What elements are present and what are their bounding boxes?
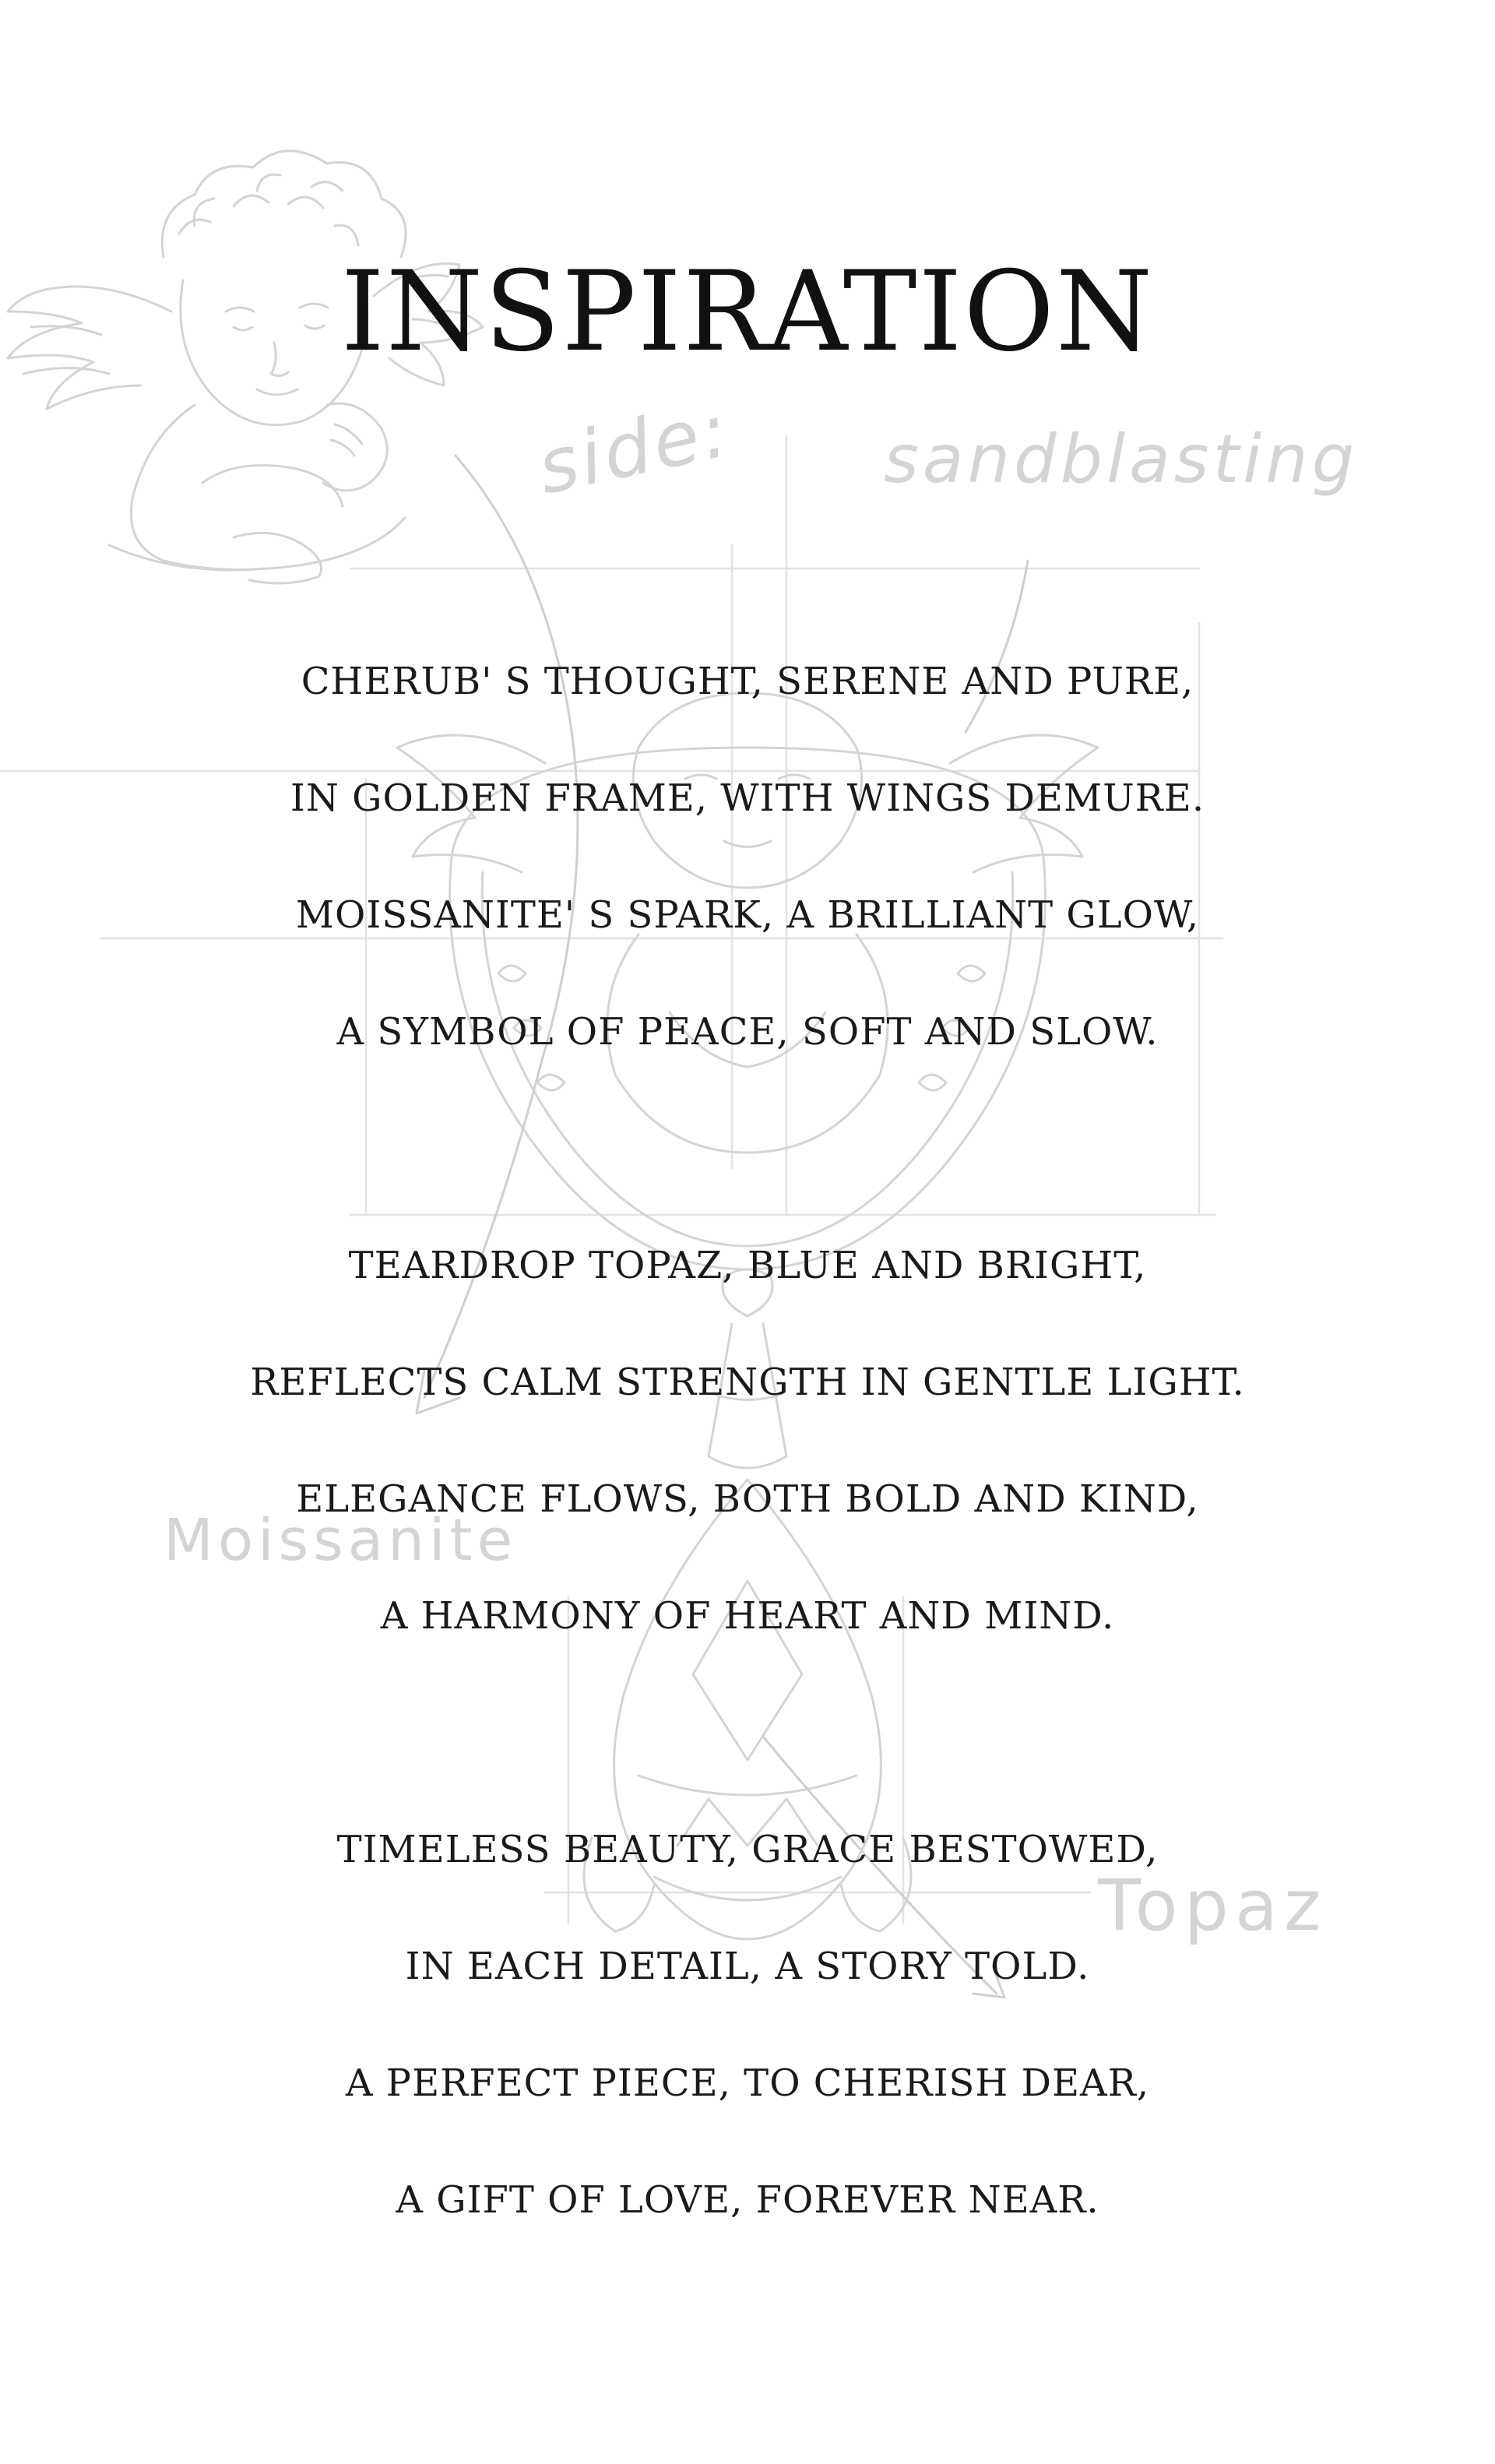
poem-line: TEARDROP TOPAZ, BLUE AND BRIGHT,	[348, 1244, 1147, 1287]
annotation-moissanite: Moissanite	[164, 1507, 518, 1574]
poem-stanza-1	[0, 623, 1495, 1090]
poem-line: A PERFECT PIECE, TO CHERISH DEAR,	[345, 2061, 1150, 2105]
poem-line: ELEGANCE FLOWS, BOTH BOLD AND KIND,	[296, 1477, 1199, 1521]
poem-line: IN EACH DETAIL, A STORY TOLD.	[405, 1945, 1090, 1988]
poem-line: A HARMONY OF HEART AND MIND.	[380, 1594, 1115, 1638]
poem-line: TIMELESS BEAUTY, GRACE BESTOWED,	[336, 1828, 1159, 1871]
page-title: INSPIRATION	[340, 248, 1155, 376]
poem-stanza-3	[0, 1791, 1495, 2258]
poem-line: MOISSANITE' S SPARK, A BRILLIANT GLOW,	[295, 893, 1200, 937]
poem	[0, 623, 1495, 2258]
poem-line: REFLECTS CALM STRENGTH IN GENTLE LIGHT.	[250, 1360, 1245, 1404]
annotation-side: side:	[530, 385, 738, 512]
poem-line: A GIFT OF LOVE, FOREVER NEAR.	[396, 2178, 1099, 2222]
poem-line: CHERUB' S THOUGHT, SERENE AND PURE,	[301, 660, 1194, 703]
poem-line: A SYMBOL OF PEACE, SOFT AND SLOW.	[336, 1010, 1159, 1054]
poem-line: IN GOLDEN FRAME, WITH WINGS DEMURE.	[290, 776, 1205, 820]
annotation-topaz: Topaz	[1098, 1865, 1328, 1947]
poem-stanza-2	[0, 1207, 1495, 1674]
annotation-sandblasting: sandblasting	[884, 421, 1359, 498]
